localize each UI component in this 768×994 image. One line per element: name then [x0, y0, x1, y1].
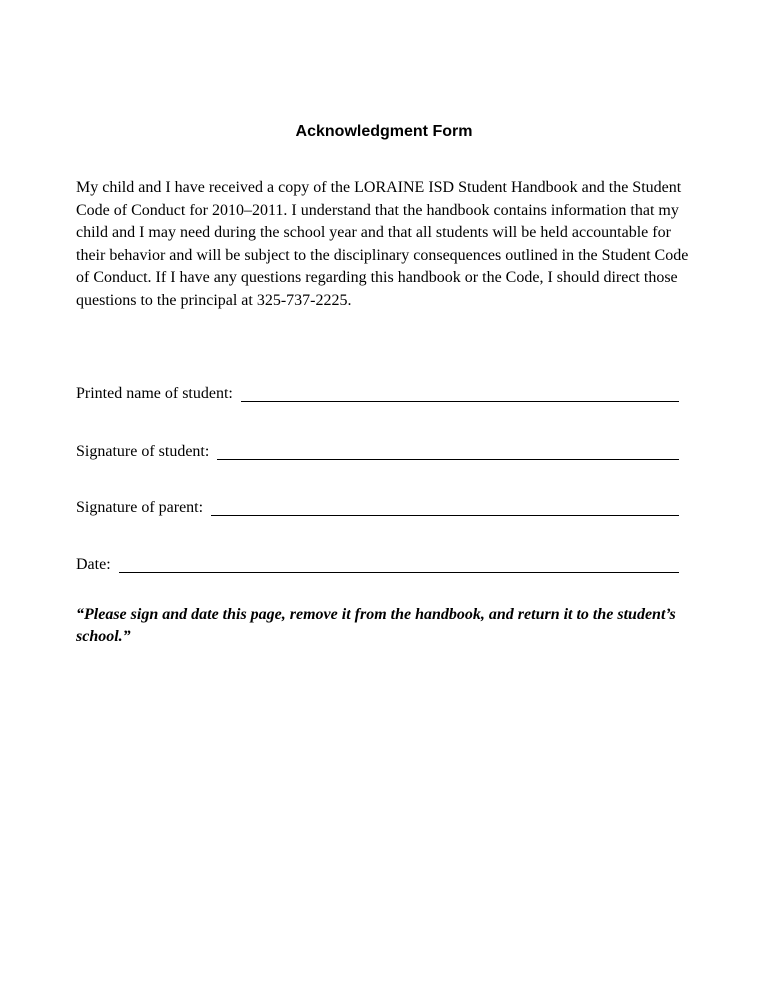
- return-instructions: “Please sign and date this page, remove it from the handbook, and return it to the student’s school.”: [76, 606, 676, 645]
- student-name-line[interactable]: [241, 401, 679, 402]
- date-label: Date:: [76, 556, 111, 573]
- date-field: [76, 553, 679, 575]
- student-signature-field: [76, 440, 679, 462]
- student-signature-line[interactable]: [217, 459, 679, 460]
- student-signature-label: Signature of student:: [76, 443, 210, 460]
- acknowledgment-paragraph: My child and I have received a copy of the LORAINE ISD Student Handbook and the Student Code of Conduct for 2010–2011. I understand that the handbook contains information that my child and I may need during the school year and that all students will be held accountable for their behavior and will be subject to the disciplinary consequences outlined in the Student Code of Conduct. If I have any questions regarding this handbook or the Code, I should direct those questions to the principal at 325-737-2225.: [76, 179, 689, 309]
- student-name-label: Printed name of student:: [76, 385, 233, 402]
- parent-signature-field: [76, 496, 679, 518]
- student-name-field: [76, 382, 679, 404]
- form-title: Acknowledgment Form: [295, 123, 473, 140]
- parent-signature-line[interactable]: [211, 515, 679, 516]
- parent-signature-label: Signature of parent:: [76, 499, 204, 516]
- date-line[interactable]: [119, 572, 679, 573]
